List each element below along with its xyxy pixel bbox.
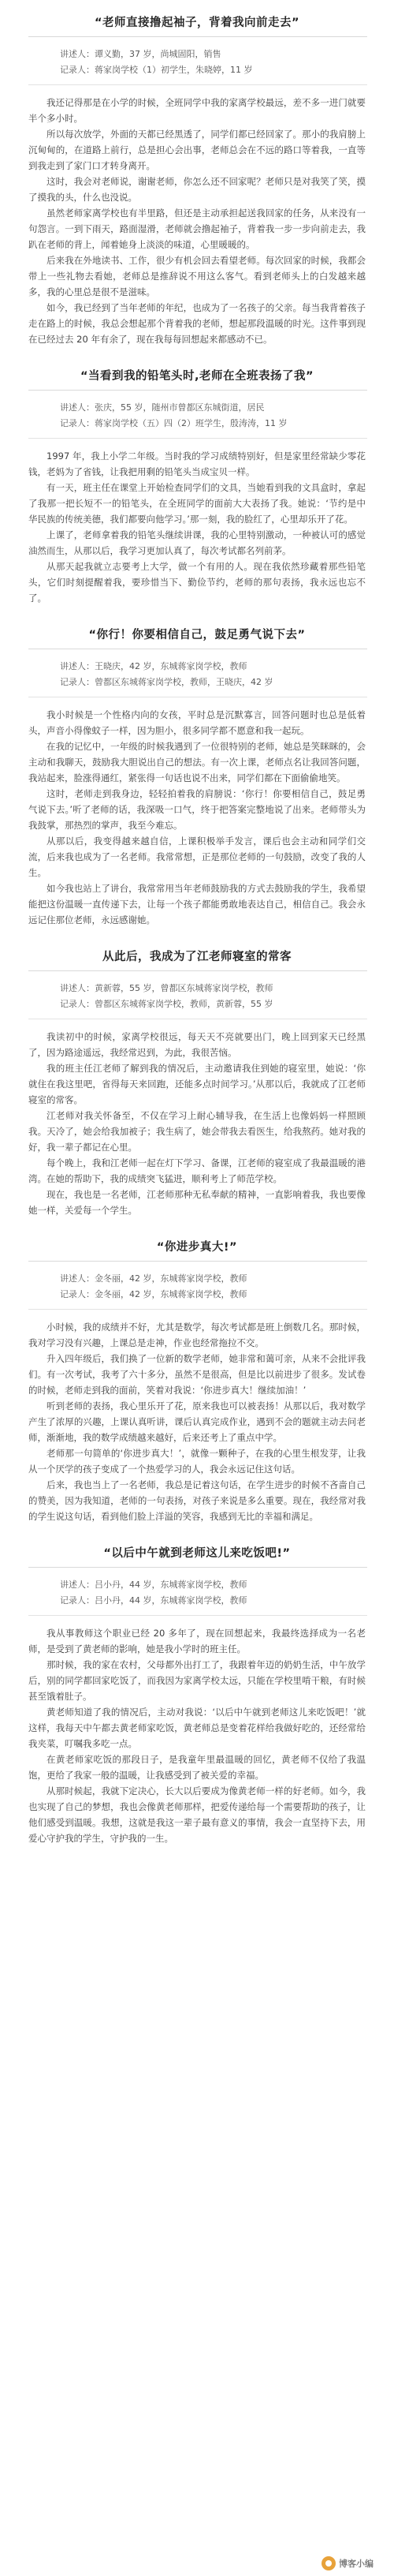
recorder-line: 记录人：曾都区东城蒋家岗学校，教师，黄新蓉，55 岁 bbox=[60, 999, 273, 1009]
story-title: “你进步真大!” bbox=[156, 1241, 238, 1254]
story-section-5 bbox=[0, 1237, 394, 1524]
title-divider bbox=[28, 1567, 367, 1568]
narrator-line: 讲述人：张庆，55 岁，随州市曾都区东城街道，居民 bbox=[60, 402, 265, 413]
paragraph: 从那时候起，我就下定决心，长大以后要成为像黄老师一样的好老师。如今，我也实现了自己的梦想，我也会像黄老师那样，把爱传递给每一个需要帮助的孩子，让他们感受到温暖。我想，这就是我这一辈子最有意义的事情，我会一直坚持下去，用爱心守护我的学生，守护我的一生。 bbox=[28, 1785, 366, 1844]
title-divider bbox=[28, 1261, 367, 1262]
recorder-line: 记录人：蒋家岗学校（1）初学生，朱晓婷，11 岁 bbox=[60, 65, 253, 75]
recorder-line: 记录人：金冬丽，42 岁，东城蒋家岗学校，教师 bbox=[60, 1289, 247, 1299]
paragraph: 后来我在外地读书、工作，很少有机会回去看望老师。每次回家的时候，我都会带上一些礼物去看她，老师总是推辞说不用这么客气。看到老师头上的白发越来越多，我的心里总是很不是滋味。 bbox=[28, 255, 366, 297]
paragraph: 我从事教师这个职业已经 20 多年了，现在回想起来，我最终选择成为一名老师，是受到了黄老师的影响，她是我小学时的班主任。 bbox=[28, 1628, 366, 1654]
paragraph: 从那以后，我变得越来越自信，上课积极举手发言，课后也会主动和同学们交流，后来我也成为了一名老师。我常常想，正是那位老师的一句鼓励，改变了我的人生。 bbox=[28, 836, 366, 878]
paragraph: 从那天起我就立志要考上大学，做一个有用的人。现在我依然珍藏着那些铅笔头，它们时刻提醒着我，要珍惜当下、勤俭节约，老师的那句表扬，我永远也忘不了。 bbox=[28, 561, 366, 604]
title-divider bbox=[28, 390, 367, 391]
story-title-wrap bbox=[28, 1237, 366, 1258]
narrator-line: 讲述人：谭义勤，37 岁，尚城固阳，销售 bbox=[60, 49, 221, 59]
story-title-wrap bbox=[28, 13, 366, 33]
story-title-wrap bbox=[28, 1543, 366, 1564]
story-section-1 bbox=[0, 0, 394, 347]
paragraph: 我的班主任江老师了解到我的情况后，主动邀请我住到她的寝室里，她说：‘你就住在我这里吧，省得每天来回跑，还能多点时间学习。’从那以后，我就成了江老师寝室的常客。 bbox=[28, 1063, 366, 1105]
paragraph: 这时，老师走到我身边，轻轻拍着我的肩膀说：‘你行！你要相信自己，鼓足勇气说下去。’听了老师的话，我深吸一口气，终于把答案完整地说了出来。老师带头为我鼓掌，那热烈的掌声，我至今难忘。 bbox=[28, 788, 366, 831]
story-section-3 bbox=[0, 625, 394, 928]
story-section-2 bbox=[0, 366, 394, 606]
watermark-text: 博客小编 bbox=[339, 2559, 374, 2569]
story-section-4 bbox=[0, 947, 394, 1218]
story-title: “你行！你要相信自己，鼓足勇气说下去” bbox=[88, 629, 306, 641]
meta-divider bbox=[28, 1615, 367, 1616]
recorder-line: 记录人：吕小丹，44 岁，东城蒋家岗学校，教师 bbox=[60, 1595, 247, 1606]
paragraph: 有一天，班主任在课堂上开始检查同学们的文具，当她看到我的文具盒时，拿起了我那一把长短不一的铅笔头，在全班同学的面前大大表扬了我。她说：‘节约是中华民族的传统美德，我们都要向他学习。’那一刻，我的脸红了，心里却乐开了花。 bbox=[28, 482, 366, 525]
narrator-line: 讲述人：金冬丽，42 岁，东城蒋家岗学校，教师 bbox=[60, 1273, 247, 1284]
paragraph: 上课了，老师拿着我的铅笔头继续讲课，我的心里特别激动，一种被认可的感觉油然而生，从那以后，我学习更加认真了，每次考试都名列前茅。 bbox=[28, 529, 366, 556]
recorder-line: 记录人：曾都区东城蒋家岗学校，教师，王晓庆，42 岁 bbox=[60, 677, 273, 687]
paragraph: 后来，我也当上了一名老师，我总是记着这句话，在学生进步的时候不吝啬自己的赞美，因为我知道，老师的一句表扬，对孩子来说是多么重要。现在，我经常对我的学生说这句话，看到他们脸上洋溢的笑容，我感到无比的幸福和满足。 bbox=[28, 1479, 366, 1522]
paragraph: 所以每次放学，外面的天都已经黑透了，同学们都已经回家了。那小的我肩膀上沉甸甸的，在道路上前行，总是担心会出事，老师总会在不远的路口等着我，一直等到我走到了家门口才转身离开。 bbox=[28, 129, 366, 171]
paragraph: 小时候，我的成绩并不好，尤其是数学，每次考试都是班上倒数几名。那时候，我对学习没有兴趣，上课总是走神，作业也经常拖拉不交。 bbox=[28, 1322, 366, 1348]
story-title-wrap bbox=[28, 947, 366, 967]
recorder-line: 记录人：蒋家岗学校（五）四（2）班学生，殷涛涛，11 岁 bbox=[60, 418, 288, 428]
narrator-line: 讲述人：王晓庆，42 岁，东城蒋家岗学校，教师 bbox=[60, 661, 247, 671]
paragraph: 听到老师的表扬，我心里乐开了花，原来我也可以被表扬！从那以后，我对数学产生了浓厚的兴趣，上课认真听讲，课后认真完成作业，遇到不会的题就主动去问老师，渐渐地，我的数学成绩越来越好，后来还考上了重点中学。 bbox=[28, 1400, 366, 1443]
meta-divider bbox=[28, 84, 367, 85]
site-watermark bbox=[322, 2554, 389, 2573]
paragraph: 我还记得那是在小学的时候，全班同学中我的家离学校最远，差不多一进门就要半个多小时。 bbox=[28, 97, 366, 124]
paragraph: 每个晚上，我和江老师一起在灯下学习、备课，江老师的寝室成了我最温暖的港湾。在她的帮助下，我的成绩突飞猛进，顺利考上了师范学校。 bbox=[28, 1157, 366, 1184]
paragraph: 老师那一句简单的‘你进步真大！’，就像一颗种子，在我的心里生根发芽，让我从一个厌学的孩子变成了一个热爱学习的人，我会永远记住这句话。 bbox=[28, 1448, 366, 1475]
paragraph: 现在，我也是一名老师，江老师那种无私奉献的精神，一直影响着我，我也要像她一样，关爱每一个学生。 bbox=[28, 1189, 366, 1216]
section-spacer bbox=[0, 347, 394, 366]
watermark-logo-icon bbox=[322, 2556, 336, 2570]
paragraph: 在黄老师家吃饭的那段日子，是我童年里最温暖的回忆，黄老师不仅给了我温饱，更给了我家一般的温暖，让我感受到了被关爱的幸福。 bbox=[28, 1754, 366, 1781]
paragraph: 我小时候是一个性格内向的女孩，平时总是沉默寡言，回答问题时也总是低着头，声音小得像蚊子一样，因为胆小，很多同学都不愿意和我一起玩。 bbox=[28, 709, 366, 736]
paragraph: 虽然老师家离学校也有半里路，但还是主动承担起送我回家的任务，从来没有一句怨言。一到下雨天，路面湿滑，老师就会撸起袖子，背着我一步一步向前走去，我趴在老师的背上，闻着她身上淡淡的味道，心里暖暖的。 bbox=[28, 208, 366, 250]
section-spacer bbox=[0, 606, 394, 625]
story-title: “老师直接撸起袖子，背着我向前走去” bbox=[94, 17, 300, 29]
story-title: “以后中午就到老师这儿来吃饭吧!” bbox=[103, 1547, 291, 1560]
title-divider bbox=[28, 36, 367, 37]
narrator-line: 讲述人：黄新蓉，55 岁，曾都区东城蒋家岗学校，教师 bbox=[60, 983, 273, 993]
section-spacer bbox=[0, 1524, 394, 1543]
narrator-line: 讲述人：吕小丹，44 岁，东城蒋家岗学校，教师 bbox=[60, 1580, 247, 1590]
story-title: “当看到我的铅笔头时,老师在全班表扬了我” bbox=[80, 370, 314, 383]
meta-divider bbox=[28, 438, 367, 439]
title-divider bbox=[28, 970, 367, 971]
paragraph: 如今我也站上了讲台，我常常用当年老师鼓励我的方式去鼓励我的学生，我希望能把这份温暖一直传递下去，让每一个孩子都能勇敢地表达自己，相信自己。我会永远记住那位老师，永远感谢她。 bbox=[28, 883, 366, 925]
section-spacer bbox=[0, 1218, 394, 1237]
story-title: 从此后，我成为了江老师寝室的常客 bbox=[102, 951, 292, 963]
paragraph: 这时，我会对老师说，谢谢老师，你怎么还不回家呢？老师只是对我笑了笑，摸了摸我的头，什么也没说。 bbox=[28, 176, 366, 203]
story-title-wrap bbox=[28, 625, 366, 645]
paragraph: 黄老师知道了我的情况后，主动对我说：‘以后中午就到老师这儿来吃饭吧！’就这样，我每天中午都去黄老师家吃饭，黄老师总是变着花样给我做好吃的，还经常给我夹菜，叮嘱我多吃一点。 bbox=[28, 1707, 366, 1749]
section-spacer bbox=[0, 928, 394, 947]
paragraph: 如今，我已经到了当年老师的年纪，也成为了一名孩子的父亲。每当我背着孩子走在路上的时候，我总会想起那个背着我的老师，想起那段温暖的时光。这件事到现在已经过去 20 年有余了，现在我每每回想起来都感动不已。 bbox=[28, 302, 366, 345]
paragraph: 我读初中的时候，家离学校很远，每天天不亮就要出门，晚上回到家天已经黑了，因为路途遥远，我经常迟到，为此，我很苦恼。 bbox=[28, 1031, 366, 1058]
meta-divider bbox=[28, 1309, 367, 1310]
paragraph: 1997 年，我上小学二年级。当时我的学习成绩特别好，但是家里经常缺少零花钱，老妈为了省钱，让我把用剩的铅笔头当成宝贝一样。 bbox=[28, 451, 366, 477]
paragraph: 升入四年级后，我们换了一位新的数学老师，她非常和蔼可亲，从来不会批评我们。有一次考试，我考了六十多分，虽然不是很高，但是比以前进步了很多。发试卷的时候，老师走到我的面前，笑着对我说：‘你进步真大！继续加油！’ bbox=[28, 1353, 366, 1396]
paragraph: 在我的记忆中，一年级的时候我遇到了一位很特别的老师，她总是笑眯眯的，会主动和我聊天，鼓励我大胆说出自己的想法。有一次上课，老师点名让我回答问题，我站起来，脸涨得通红，紧张得一句话也说不出来，同学们都在下面偷偷地笑。 bbox=[28, 741, 366, 783]
paragraph: 江老师对我关怀备至，不仅在学习上耐心辅导我，在生活上也像妈妈一样照顾我。天冷了，她会给我加被子；我生病了，她会带我去看医生，给我熬药。她对我的好，我一辈子都记在心里。 bbox=[28, 1110, 366, 1153]
story-section-6 bbox=[0, 1543, 394, 1846]
paragraph: 那时候，我的家在农村，父母都外出打工了，我跟着年迈的奶奶生活，中午放学后，别的同学都回家吃饭了，而我因为家离学校太远，只能在学校里啃干粮，有时候甚至饿着肚子。 bbox=[28, 1659, 366, 1702]
story-title-wrap bbox=[28, 366, 366, 387]
